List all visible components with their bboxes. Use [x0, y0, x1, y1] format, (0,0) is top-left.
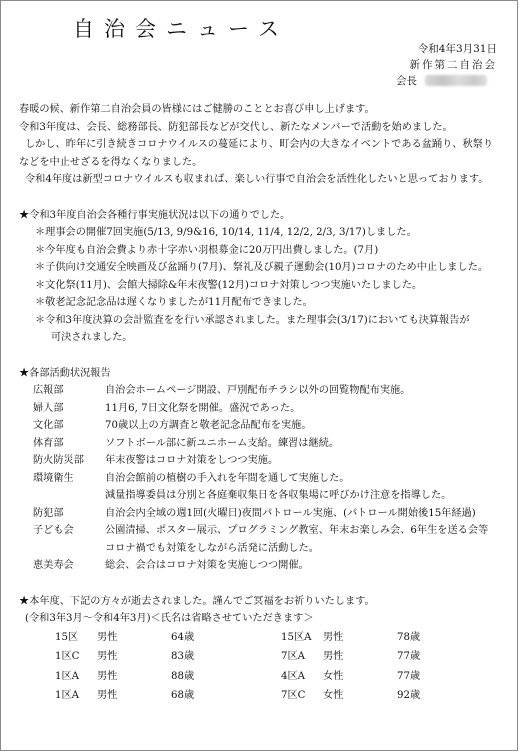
deceased-age: 78歳 — [397, 631, 421, 643]
deceased-area: 1区C — [55, 651, 80, 662]
activity-text: 年末夜警はコロナ対策をしつつ実施。 — [105, 455, 279, 466]
deceased-area: 7区C — [281, 690, 306, 701]
deceased-age: 92歳 — [397, 690, 421, 701]
activity-row — [19, 522, 509, 540]
deceased-age: 88歳 — [171, 670, 195, 682]
activity-dept — [19, 540, 105, 558]
activity-text: 総会、会合はコロナ対策を実施しつつ開催。 — [105, 560, 309, 571]
activity-row — [19, 400, 509, 418]
intro-line: などを中止せざるを得なくなりました。 — [19, 156, 203, 168]
deceased-gender: 男性 — [323, 651, 344, 662]
deceased-age: 83歳 — [171, 651, 195, 662]
activity-dept — [19, 487, 105, 505]
redacted-name — [425, 75, 487, 86]
activity-dept: 恵美寿会 — [33, 560, 74, 571]
deceased-gender: 男性 — [97, 670, 118, 682]
activity-text: 11月6, 7日文化祭を開催。盛況であった。 — [105, 402, 301, 414]
activity-text: 自治会内全域の週1回(火曜日)夜間パトロール実施、(パトロール開始後15年経過) — [105, 507, 476, 519]
chair-signature — [396, 73, 487, 88]
deceased-heading: ★本年度、下記の方々が逝去されました。謹んでご冥福をお祈りいたします。 — [19, 595, 375, 607]
deceased-gender: 男性 — [97, 631, 118, 643]
deceased-age: 64歳 — [171, 631, 195, 643]
event-item: ＊敬老記念記念品は遅くなりましたが11月配布できました。 — [35, 297, 313, 308]
deceased-age: 77歳 — [397, 651, 421, 662]
deceased-gender: 女性 — [323, 690, 344, 701]
activity-row — [19, 557, 509, 575]
deceased-area: 15区A — [281, 631, 312, 643]
activity-dept: 防犯部 — [33, 507, 64, 519]
newsletter-title: 自治会ニュース — [73, 17, 289, 41]
activity-dept: 防火防災部 — [33, 455, 84, 466]
activity-text: 70歳以上の方調査と敬老記念品配布を実施。 — [105, 420, 312, 431]
event-item: ＊令和3年度決算の会計監査をを行い承認されました。また理事会(3/17)においても決算報告が — [35, 314, 470, 326]
deceased-row — [55, 628, 509, 648]
activities-section — [19, 365, 509, 575]
organization-name: 新作第二自治会 — [409, 59, 497, 71]
event-item: ＊理事会の開催7回実施(5/13, 9/9&16, 10/14, 11/4, 12/2, 2/3, 3/17)しました。 — [35, 227, 417, 238]
activity-dept: 文化部 — [33, 420, 64, 431]
events-section — [19, 207, 509, 347]
activity-row — [19, 487, 509, 505]
deceased-row — [55, 647, 509, 667]
activity-row — [19, 452, 509, 470]
deceased-gender: 男性 — [97, 690, 118, 701]
deceased-age: 68歳 — [171, 690, 195, 701]
activity-dept: 環境衛生 — [33, 472, 74, 484]
activity-row — [19, 382, 509, 400]
activity-row — [19, 417, 509, 435]
deceased-area: 1区A — [55, 670, 80, 682]
activities-heading: ★各部活動状況報告 — [19, 367, 111, 379]
activity-text: コロナ禍でも対策をしながら活発に活動した。 — [105, 542, 319, 554]
activity-text: 公園清掃、ポスター展示、プログラミング教室、年末お楽しみ会、6年生を送る会等 — [105, 525, 489, 536]
event-item: ＊子供向け交通安全映画及び盆踊り(7月)、祭礼及び親子運動会(10月)コロナのため中止しました。 — [35, 262, 489, 273]
deceased-age: 77歳 — [397, 670, 421, 682]
chair-label: 会長 — [396, 75, 417, 87]
activity-dept: 広報部 — [33, 385, 64, 396]
deceased-list — [55, 628, 509, 706]
event-item: ＊今年度も自治会費より赤十字赤い羽根募金に20万円出費しました。(7月) — [35, 244, 379, 256]
deceased-gender: 女性 — [323, 670, 344, 682]
activity-row — [19, 540, 509, 558]
activity-row — [19, 505, 509, 523]
activity-row — [19, 435, 509, 453]
activity-text: 自治会ホームページ開設、戸別配布チラシ以外の回覧物配布実施。 — [105, 385, 411, 396]
intro-line: 令和3年度は、会長、総務部長、防犯部長などが交代し、新たなメンバーで活動を始めました。 — [19, 121, 453, 133]
deceased-row — [55, 667, 509, 687]
event-item-continuation: 可決されました。 — [51, 332, 133, 343]
activity-text: 減量指導委員は分別と各庭棄収集日を各収集場に呼びかけ注意を指導した。 — [105, 490, 452, 501]
deceased-row — [55, 686, 509, 706]
activity-text: ソフトボール部に新ユニホーム支給。練習は継続。 — [105, 437, 340, 449]
deceased-subheading: (令和3年3月～令和4年3月)＜氏名は省略させていただきます＞ — [25, 613, 314, 624]
newsletter-body — [19, 101, 509, 706]
deceased-area: 1区A — [55, 690, 80, 701]
intro-line: 令和4年度は新型コロナウイルスも収まれば、楽しい行事で自治会を活性化したいと思っております。 — [25, 174, 489, 185]
activity-dept: 子ども会 — [33, 525, 74, 536]
deceased-area: 15区 — [55, 631, 79, 643]
intro-line: 春暖の候、新作第二自治会員の皆様にはご健勝のこととお喜び申し上げます。 — [19, 104, 375, 115]
deceased-area: 4区A — [281, 670, 306, 682]
intro-line: しかし、昨年に引き続きコロナウイルスの蔓延により、町会内の大きなイベントである盆踊り、秋祭り — [25, 139, 494, 150]
activity-dept: 体育部 — [33, 437, 64, 449]
intro-section — [19, 101, 509, 189]
activity-dept: 婦人部 — [33, 402, 64, 414]
event-item: ＊文化祭(11月)、会館大掃除&年末夜警(12月)コロナ対策しつつ実施いたしました。 — [35, 279, 423, 291]
events-heading: ★令和3年度自治会各種行事実施状況は以下の通りでした。 — [19, 209, 291, 221]
activity-row — [19, 470, 509, 488]
deceased-gender: 男性 — [323, 631, 344, 643]
activity-text: 自治会館前の植樹の手入れを年間を通して実施した。 — [105, 472, 350, 484]
deceased-section — [19, 593, 509, 706]
deceased-gender: 男性 — [97, 651, 118, 662]
deceased-area: 7区A — [281, 651, 306, 662]
issue-date: 令和4年3月31日 — [417, 43, 497, 55]
